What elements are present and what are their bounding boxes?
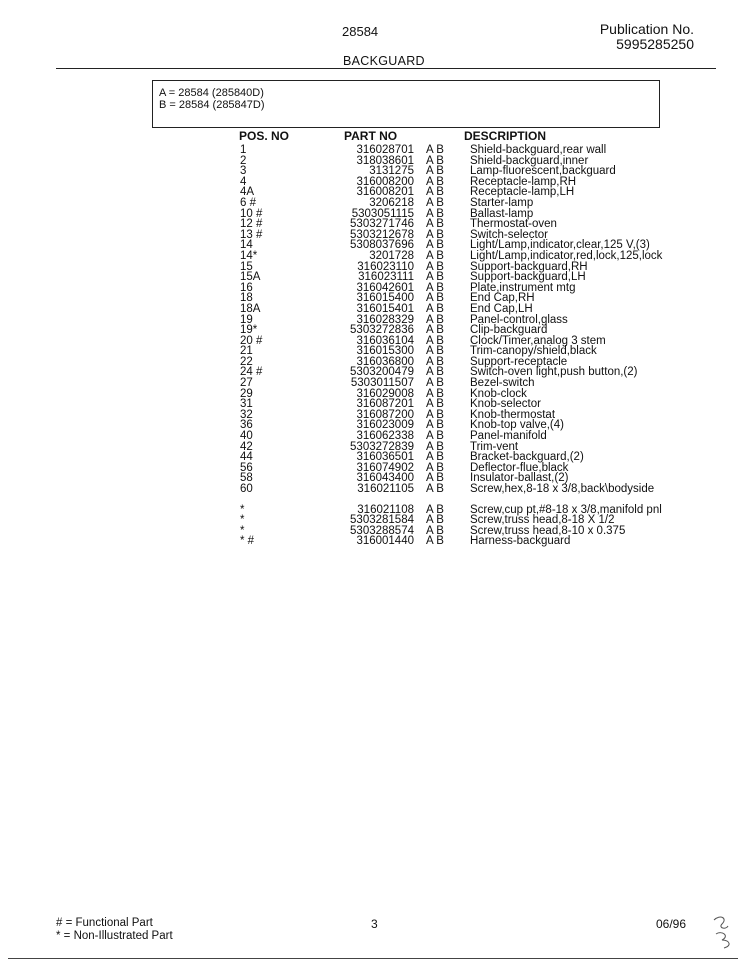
handwritten-mark [706,912,740,952]
variant-codes: A B [426,535,444,548]
variant-codes: A B [426,366,444,379]
part-description: Light/Lamp,indicator,red,lock,125,lock [470,249,663,262]
pos-number: 60 [240,483,253,495]
parts-table [235,145,662,547]
pos-number: 6 # [240,196,256,209]
parts-table-body [235,145,662,547]
pos-number: 10 # [240,207,263,220]
table-row [235,399,662,410]
variant-codes: A B [426,207,444,220]
part-description: Light/Lamp,indicator,clear,125 V,(3) [470,239,650,252]
part-number: 316015300 [356,345,414,358]
part-number: 316001440 [356,535,414,548]
table-row [235,536,662,547]
part-number: 316036501 [356,451,414,464]
variant-codes: A B [426,430,444,443]
table-row [235,463,662,474]
part-number: 316021108 [357,503,414,516]
pos-number: 58 [240,472,253,485]
variant-codes: A B [426,355,444,368]
pos-number: 1 [240,144,247,156]
variant-codes: A B [426,271,444,284]
variant-codes: A B [426,144,444,156]
pos-number: 14 [240,239,253,252]
table-row [235,251,662,262]
pos-number: * [240,503,245,516]
pos-number: 40 [240,430,253,443]
part-number: 5308037696 [350,239,414,252]
variant-codes: A B [426,334,444,347]
pos-number: 44 [240,451,253,464]
part-number: 316015400 [356,292,414,305]
variant-codes: A B [426,514,444,527]
part-number: 3131275 [369,165,414,178]
part-number: 316023111 [358,271,414,284]
model-number: 28584 [342,24,379,39]
part-number: 5303288574 [350,524,414,537]
table-row [235,452,662,463]
table-row [235,442,662,453]
table-row [235,177,662,188]
pos-number: 32 [240,408,253,421]
table-row [235,145,662,156]
pos-number: 2 [240,154,247,167]
table-row [235,209,662,220]
variant-codes: A B [426,186,444,199]
part-description: Panel-control,glass [470,313,568,326]
part-description: Lamp-fluorescent,backguard [470,165,616,178]
part-description: Deflector-flue,black [470,461,569,474]
variant-codes: A B [426,440,444,453]
column-header-description: DESCRIPTION [464,129,547,143]
table-row [235,495,662,516]
pos-number: 18 [240,292,253,305]
part-description: Screw,hex,8-18 x 3/8,back\bodyside [470,483,655,495]
pos-number: * [240,524,245,537]
table-row [235,304,662,315]
variant-codes: A B [426,419,444,432]
part-number: 316036800 [356,355,414,368]
variant-codes: A B [426,260,444,273]
part-description: Bracket-backguard,(2) [470,451,584,464]
variant-codes: A B [426,451,444,464]
legend-functional: # = Functional Part [56,917,153,929]
part-description: Screw,cup pt,#8-18 x 3/8,manifold pnl [470,503,662,516]
pos-number: * [240,514,245,527]
variant-codes: A B [426,292,444,305]
variant-legend-box [152,80,660,128]
part-number: 318038601 [356,154,414,167]
variant-codes: A B [426,324,444,337]
publication-block [600,22,694,52]
part-number: 316036104 [356,334,414,347]
part-description: Knob-thermostat [470,408,556,421]
part-number: 5303200479 [350,366,414,379]
part-number: 5303272839 [350,440,414,453]
variant-codes: A B [426,398,444,411]
variant-codes: A B [426,175,444,188]
variant-codes: A B [426,196,444,209]
pos-number: 12 # [240,218,263,231]
header-divider [56,68,716,69]
part-number: 5303212678 [350,228,414,241]
part-description: Shield-backguard,inner [470,154,589,167]
part-number: 316074902 [356,461,414,474]
part-description: Support-backguard,LH [470,271,586,284]
part-description: Knob-top valve,(4) [470,419,564,432]
variant-codes: A B [426,483,444,495]
variant-codes: A B [426,302,444,315]
pos-number: 27 [240,377,253,390]
pos-number: 15 [240,260,253,273]
part-number: 316043400 [356,472,414,485]
column-header-pos: POS. NO [239,129,290,143]
part-number: 316029008 [356,387,414,400]
part-description: Trim-vent [470,440,519,453]
table-row [235,262,662,273]
variant-codes: A B [426,408,444,421]
part-description: Harness-backguard [470,535,571,548]
part-number: 5303272836 [350,324,414,337]
variant-b-line: B = 28584 (285847D) [159,99,265,111]
variant-codes: A B [426,154,444,167]
variant-codes: A B [426,313,444,326]
pos-number: 15A [240,271,261,284]
pos-number: 22 [240,355,253,368]
variant-codes: A B [426,503,444,516]
table-row [235,198,662,209]
part-description: Insulator-ballast,(2) [470,472,569,485]
part-number: 5303281584 [350,514,414,527]
table-row [235,346,662,357]
part-description: Receptacle-lamp,RH [470,175,577,188]
section-title: BACKGUARD [343,54,425,68]
table-row [235,431,662,442]
pos-number: 21 [240,345,253,358]
part-description: Receptacle-lamp,LH [470,186,575,199]
table-row [235,420,662,431]
table-row [235,166,662,177]
table-row [235,484,662,495]
variant-codes: A B [426,239,444,252]
part-description: Screw,truss head,8-10 x 0.375 [470,524,626,537]
footer-divider [8,958,738,959]
part-description: Trim-canopy/shield,black [470,345,597,358]
part-number: 316021105 [357,483,414,495]
table-row [235,187,662,198]
part-number: 316028329 [356,313,414,326]
part-description: Knob-selector [470,398,541,411]
variant-code: B [159,99,167,111]
part-number: 5303271746 [350,218,414,231]
variant-codes: A B [426,165,444,178]
pos-number: 24 # [240,366,263,379]
part-number: 316023009 [356,419,414,432]
variant-text: 28584 (285847D) [178,99,265,111]
part-description: End Cap,LH [470,302,533,315]
part-number: 316087200 [356,408,414,421]
pos-number: 18A [240,302,261,315]
part-number: 316062338 [356,430,414,443]
variant-codes: A B [426,345,444,358]
variant-codes: A B [426,377,444,390]
pos-number: 29 [240,387,253,400]
table-row [235,410,662,421]
column-header-part: PART NO [344,129,398,143]
part-description: Thermostat-oven [470,218,557,231]
part-description: Knob-clock [470,387,527,400]
pos-number: 56 [240,461,253,474]
pos-number: 13 # [240,228,263,241]
pos-number: 42 [240,440,253,453]
part-number: 316087201 [356,398,414,411]
variant-codes: A B [426,281,444,294]
pos-number: 4 [240,175,247,188]
variant-code: A [159,87,166,99]
part-number: 3206218 [369,196,414,209]
table-row [235,367,662,378]
part-number: 5303051115 [351,207,414,220]
pos-number: 19* [240,324,258,337]
page-number: 3 [371,917,378,931]
publication-number: 5995285250 [616,36,694,52]
pos-number: 3 [240,165,247,178]
legend-non-illustrated: * = Non-Illustrated Part [56,930,173,942]
part-description: Switch-selector [470,228,548,241]
variant-codes: A B [426,461,444,474]
variant-codes: A B [426,472,444,485]
publication-label: Publication No. [599,21,694,37]
table-row [235,283,662,294]
footnote-legend [56,917,173,943]
table-row [235,293,662,304]
part-number: 5303011507 [350,377,414,390]
pos-number: 16 [240,281,253,294]
pos-number: 4A [240,186,255,199]
part-description: Clip-backguard [470,324,548,337]
pos-number: 19 [240,313,253,326]
table-row [235,336,662,347]
pos-number: 31 [240,398,253,411]
pos-number: 36 [240,419,253,432]
part-description: Support-backguard,RH [470,260,588,273]
pos-number: * # [240,535,255,548]
variant-codes: A B [426,387,444,400]
table-row [235,272,662,283]
pos-number: 20 # [240,334,263,347]
table-row [235,526,662,537]
part-description: Plate,instrument mtg [470,281,576,294]
variant-text: 28584 (285840D) [178,87,264,99]
variant-a-line: A = 28584 (285840D) [159,87,264,99]
part-description: Ballast-lamp [470,207,534,220]
table-row [235,378,662,389]
variant-codes: A B [426,524,444,537]
variant-codes: A B [426,228,444,241]
table-row [235,315,662,326]
publication-date: 06/96 [656,917,687,931]
part-description: Shield-backguard,rear wall [470,144,607,156]
part-description: Support-receptacle [470,355,568,368]
table-row [235,219,662,230]
part-description: Clock/Timer,analog 3 stem [470,334,606,347]
part-description: End Cap,RH [470,292,535,305]
pos-number: 14* [240,249,258,262]
part-number: 316028701 [356,144,414,156]
variant-codes: A B [426,249,444,262]
part-description: Starter-lamp [470,196,534,209]
part-description: Bezel-switch [470,377,535,390]
part-description: Panel-manifold [470,430,547,443]
part-description: Screw,truss head,8-18 X 1/2 [470,514,615,527]
part-description: Switch-oven light,push button,(2) [470,366,638,379]
variant-codes: A B [426,218,444,231]
part-number: 316008200 [356,175,414,188]
part-number: 316042601 [356,281,414,294]
part-number: 316023110 [357,260,414,273]
part-number: 3201728 [369,249,414,262]
table-row [235,389,662,400]
part-number: 316008201 [356,186,414,199]
part-number: 316015401 [356,302,414,315]
